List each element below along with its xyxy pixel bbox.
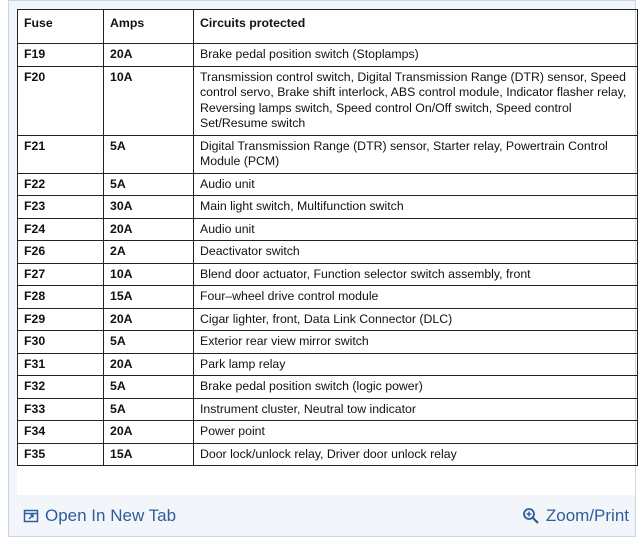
circuits-cell: Brake pedal position switch (logic power) xyxy=(194,376,638,399)
amps-cell: 10A xyxy=(104,263,194,286)
circuits-cell: Exterior rear view mirror switch xyxy=(194,331,638,354)
table-header-row xyxy=(18,10,638,44)
table-row xyxy=(18,376,638,399)
image-viewer-frame xyxy=(8,0,636,537)
fuse-cell: F35 xyxy=(18,443,104,466)
header-circuits: Circuits protected xyxy=(194,10,638,44)
open-in-new-tab-label: Open In New Tab xyxy=(45,506,177,525)
table-row xyxy=(18,218,638,241)
circuits-cell: Cigar lighter, front, Data Link Connector (DLC) xyxy=(194,308,638,331)
amps-cell: 5A xyxy=(104,398,194,421)
amps-cell: 20A xyxy=(104,44,194,67)
fuse-cell: F32 xyxy=(18,376,104,399)
table-row xyxy=(18,135,638,173)
zoom-print-label: Zoom/Print xyxy=(545,506,629,525)
circuits-cell: Brake pedal position switch (Stoplamps) xyxy=(194,44,638,67)
amps-cell: 20A xyxy=(104,353,194,376)
amps-cell: 5A xyxy=(104,331,194,354)
amps-cell: 15A xyxy=(104,286,194,309)
fuse-cell: F22 xyxy=(18,173,104,196)
fuse-cell: F30 xyxy=(18,331,104,354)
magnifier-plus-icon xyxy=(522,507,540,525)
table-row xyxy=(18,66,638,135)
table-row xyxy=(18,331,638,354)
amps-cell: 20A xyxy=(104,218,194,241)
header-amps: Amps xyxy=(104,10,194,44)
table-row xyxy=(18,286,638,309)
table-row xyxy=(18,173,638,196)
table-row xyxy=(18,443,638,466)
circuits-cell: Deactivator switch xyxy=(194,241,638,264)
fuse-cell: F21 xyxy=(18,135,104,173)
circuits-cell: Transmission control switch, Digital Transmission Range (DTR) sensor, Speed control servo, Brake shift interlock, ABS control module, Indicator flasher relay, Reversing lamps switch, Speed control On/Off switch, Speed control Set/Resume switch xyxy=(194,66,638,135)
circuits-cell: Door lock/unlock relay, Driver door unlock relay xyxy=(194,443,638,466)
amps-cell: 30A xyxy=(104,196,194,219)
table-row xyxy=(18,398,638,421)
table-row xyxy=(18,353,638,376)
amps-cell: 15A xyxy=(104,443,194,466)
fuse-table-image xyxy=(17,9,635,495)
table-row xyxy=(18,196,638,219)
fuse-cell: F19 xyxy=(18,44,104,67)
fuse-cell: F31 xyxy=(18,353,104,376)
fuse-cell: F34 xyxy=(18,421,104,444)
fuse-cell: F28 xyxy=(18,286,104,309)
fuse-cell: F33 xyxy=(18,398,104,421)
header-fuse: Fuse xyxy=(18,10,104,44)
amps-cell: 20A xyxy=(104,308,194,331)
fuse-cell: F23 xyxy=(18,196,104,219)
amps-cell: 20A xyxy=(104,421,194,444)
circuits-cell: Main light switch, Multifunction switch xyxy=(194,196,638,219)
circuits-cell: Four–wheel drive control module xyxy=(194,286,638,309)
table-row xyxy=(18,308,638,331)
table-row xyxy=(18,241,638,264)
circuits-cell: Audio unit xyxy=(194,173,638,196)
amps-cell: 2A xyxy=(104,241,194,264)
circuits-cell: Blend door actuator, Function selector switch assembly, front xyxy=(194,263,638,286)
amps-cell: 10A xyxy=(104,66,194,135)
table-row xyxy=(18,263,638,286)
circuits-cell: Power point xyxy=(194,421,638,444)
circuits-cell: Audio unit xyxy=(194,218,638,241)
fuse-cell: F24 xyxy=(18,218,104,241)
circuits-cell: Digital Transmission Range (DTR) sensor, Starter relay, Powertrain Control Module (PCM) xyxy=(194,135,638,173)
table-row xyxy=(18,44,638,67)
fuse-cell: F20 xyxy=(18,66,104,135)
amps-cell: 5A xyxy=(104,135,194,173)
fuse-cell: F29 xyxy=(18,308,104,331)
zoom-print-link[interactable] xyxy=(522,506,629,526)
circuits-cell: Park lamp relay xyxy=(194,353,638,376)
amps-cell: 5A xyxy=(104,376,194,399)
fuse-cell: F26 xyxy=(18,241,104,264)
fuse-cell: F27 xyxy=(18,263,104,286)
open-in-new-tab-icon xyxy=(23,508,39,524)
fuse-table xyxy=(17,9,638,466)
open-in-new-tab-link[interactable] xyxy=(23,506,176,526)
viewer-toolbar xyxy=(9,496,635,534)
table-row xyxy=(18,421,638,444)
circuits-cell: Instrument cluster, Neutral tow indicator xyxy=(194,398,638,421)
amps-cell: 5A xyxy=(104,173,194,196)
